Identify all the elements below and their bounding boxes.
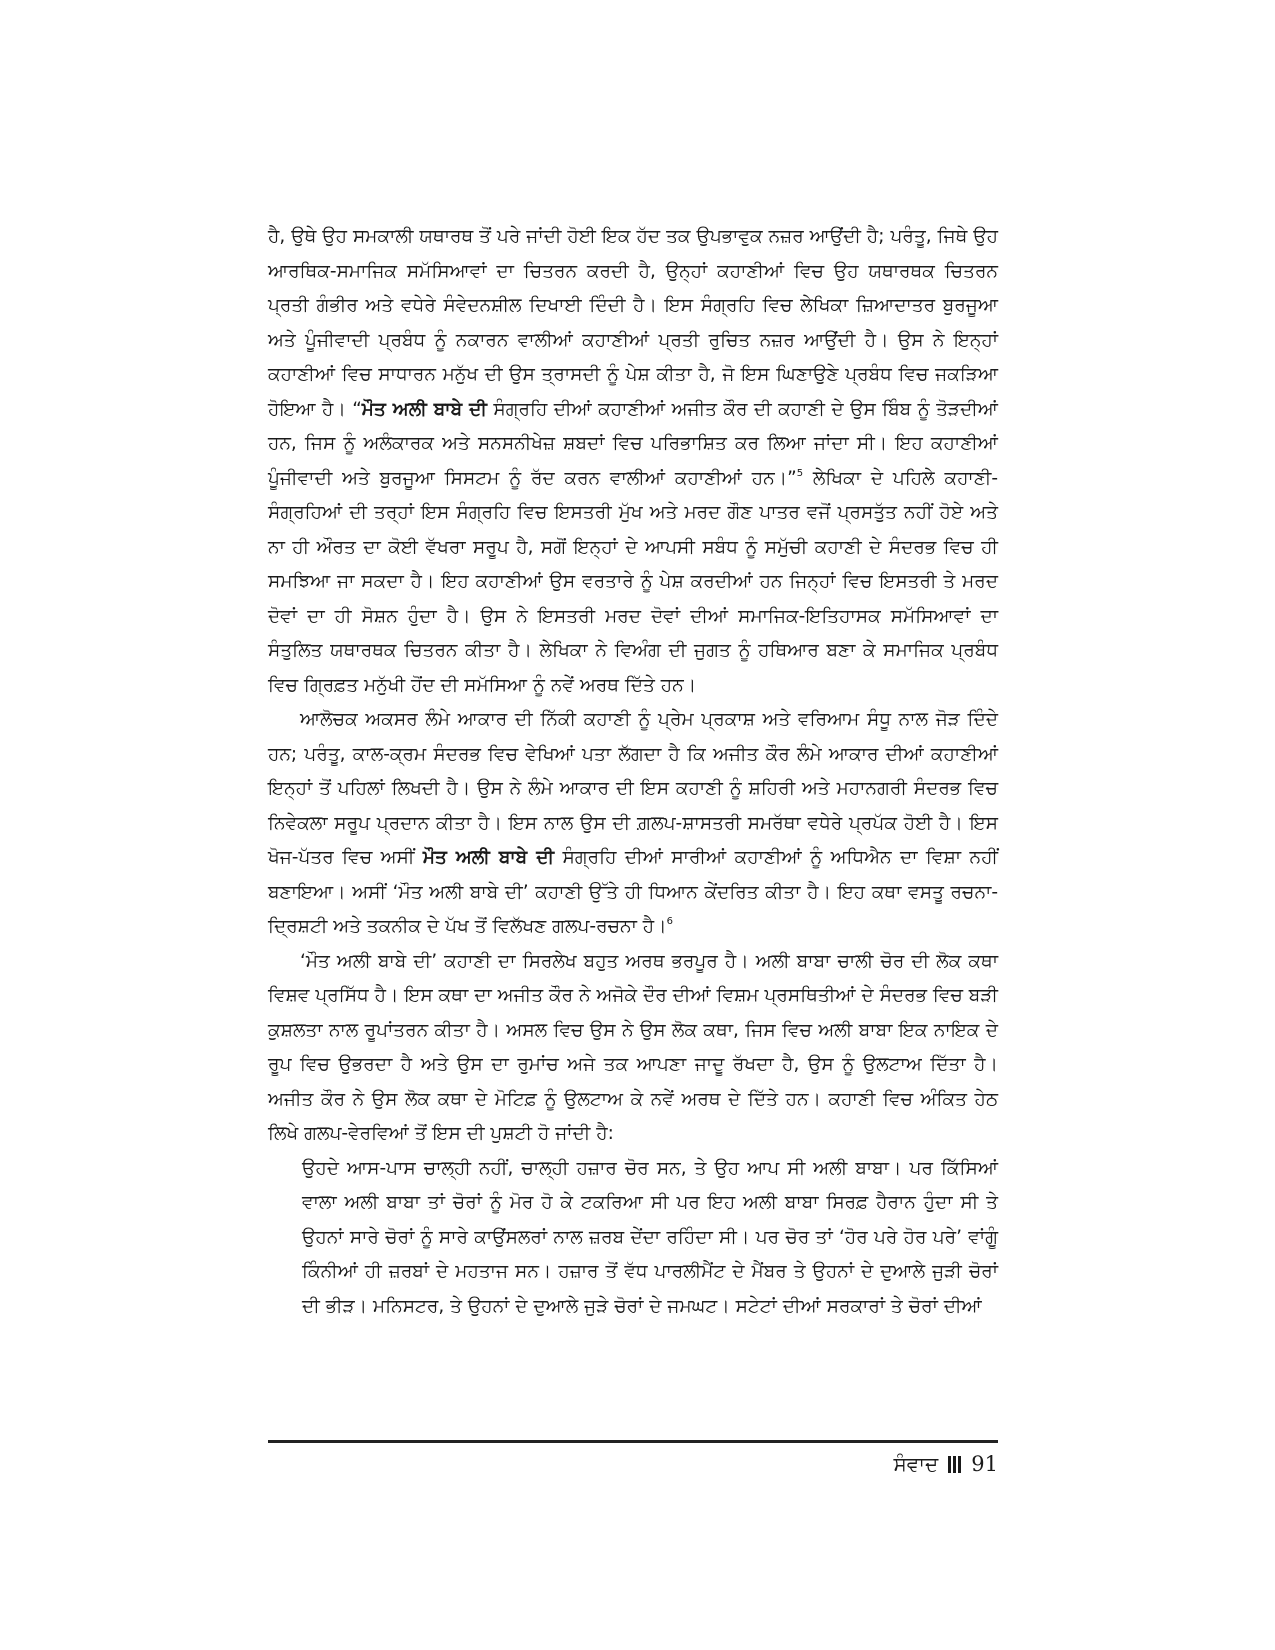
paragraph-3 — [268, 945, 998, 1152]
text-run: ‘ਮੌਤ ਅਲੀ ਬਾਬੇ ਦੀ’ ਕਹਾਣੀ ਦਾ ਸਿਰਲੇਖ ਬਹੁਤ ਅਰਥ ਭਰਪੂਰ ਹੈ। ਅਲੀ ਬਾਬਾ ਚਾਲੀ ਚੋਰ ਦੀ ਲੋਕ ਕਥਾ ਵਿਸ਼ਵ ਪ੍ਰਸਿੱਧ ਹੈ। ਇਸ ਕਥਾ ਦਾ ਅਜੀਤ ਕੌਰ ਨੇ ਅਜੋਕੇ ਦੌਰ ਦੀਆਂ ਵਿਸ਼ਮ ਪ੍ਰਸਥਿਤੀਆਂ ਦੇ ਸੰਦਰਭ ਵਿਚ ਬੜੀ ਕੁਸ਼ਲਤਾ ਨਾਲ ਰੂਪਾਂਤਰਨ ਕੀਤਾ ਹੈ। ਅਸਲ ਵਿਚ ਉਸ ਨੇ ਉਸ ਲੋਕ ਕਥਾ, ਜਿਸ ਵਿਚ ਅਲੀ ਬਾਬਾ ਇਕ ਨਾਇਕ ਦੇ ਰੂਪ ਵਿਚ ਉਭਰਦਾ ਹੈ ਅਤੇ ਉਸ ਦਾ ਰੁਮਾਂਚ ਅਜੇ ਤਕ ਆਪਣਾ ਜਾਦੂ ਰੱਖਦਾ ਹੈ, ਉਸ ਨੂੰ ਉਲਟਾਅ ਦਿੱਤਾ ਹੈ। ਅਜੀਤ ਕੌਰ ਨੇ ਉਸ ਲੋਕ ਕਥਾ ਦੇ ਮੋਟਿਫ਼ ਨੂੰ ਉਲਟਾਅ ਕੇ ਨਵੇਂ ਅਰਥ ਦੇ ਦਿੱਤੇ ਹਨ। ਕਹਾਣੀ ਵਿਚ ਅੰਕਿਤ ਹੇਠ ਲਿਖੇ ਗਲਪ-ਵੇਰਵਿਆਂ ਤੋਂ ਇਸ ਦੀ ਪੁਸ਼ਟੀ ਹੋ ਜਾਂਦੀ ਹੈ: — [268, 950, 998, 1144]
footnote-marker: 6 — [666, 916, 673, 927]
text-run: ਹੈ, ਉਥੇ ਉਹ ਸਮਕਾਲੀ ਯਥਾਰਥ ਤੋਂ ਪਰੇ ਜਾਂਦੀ ਹੋਈ ਇਕ ਹੱਦ ਤਕ ਉਪਭਾਵੁਕ ਨਜ਼ਰ ਆਉਂਦੀ ਹੈ; ਪਰੰਤੂ, ਜਿਥੇ ਉਹ ਆਰਥਿਕ-ਸਮਾਜਿਕ ਸਮੱਸਿਆਵਾਂ ਦਾ ਚਿਤਰਨ ਕਰਦੀ ਹੈ, ਉਨ੍ਹਾਂ ਕਹਾਣੀਆਂ ਵਿਚ ਉਹ ਯਥਾਰਥਕ ਚਿਤਰਨ ਪ੍ਰਤੀ ਗੰਭੀਰ ਅਤੇ ਵਧੇਰੇ ਸੰਵੇਦਨਸ਼ੀਲ ਦਿਖਾਈ ਦਿੰਦੀ ਹੈ। ਇਸ ਸੰਗ੍ਰਹਿ ਵਿਚ ਲੇਖਿਕਾ ਜ਼ਿਆਦਾਤਰ ਬੁਰਜੂਆ ਅਤੇ ਪੂੰਜੀਵਾਦੀ ਪ੍ਰਬੰਧ ਨੂੰ ਨਕਾਰਨ ਵਾਲੀਆਂ ਕਹਾਣੀਆਂ ਪ੍ਰਤੀ ਰੁਚਿਤ ਨਜ਼ਰ ਆਉਂਦੀ ਹੈ। ਉਸ ਨੇ ਇਨ੍ਹਾਂ ਕਹਾਣੀਆਂ ਵਿਚ ਸਾਧਾਰਨ ਮਨੁੱਖ ਦੀ ਉਸ ਤ੍ਰਾਸਦੀ ਨੂੰ ਪੇਸ਼ ਕੀਤਾ ਹੈ, ਜੋ ਇਸ ਘਿਣਾਉਣੇ ਪ੍ਰਬੰਧ ਵਿਚ ਜਕੜਿਆ ਹੋਇਆ ਹੈ। “ — [268, 226, 998, 420]
text-run: ਉਹਦੇ ਆਸ-ਪਾਸ ਚਾਲ੍ਹੀ ਨਹੀਂ, ਚਾਲ੍ਹੀ ਹਜ਼ਾਰ ਚੋਰ ਸਨ, ਤੇ ਉਹ ਆਪ ਸੀ ਅਲੀ ਬਾਬਾ। ਪਰ ਕਿੱਸਿਆਂ ਵਾਲਾ ਅਲੀ ਬਾਬਾ ਤਾਂ ਚੋਰਾਂ ਨੂੰ ਮੋਰ ਹੋ ਕੇ ਟਕਰਿਆ ਸੀ ਪਰ ਇਹ ਅਲੀ ਬਾਬਾ ਸਿਰਫ਼ ਹੈਰਾਨ ਹੁੰਦਾ ਸੀ ਤੇ ਉਹਨਾਂ ਸਾਰੇ ਚੋਰਾਂ ਨੂੰ ਸਾਰੇ ਕਾਉਂਸਲਰਾਂ ਨਾਲ ਜ਼ਰਬ ਦੇਂਦਾ ਰਹਿੰਦਾ ਸੀ। ਪਰ ਚੋਰ ਤਾਂ ‘ਹੋਰ ਪਰੇ ਹੋਰ ਪਰੇ’ ਵਾਂਗੂੰ ਕਿੰਨੀਆਂ ਹੀ ਜ਼ਰਬਾਂ ਦੇ ਮਹਤਾਜ ਸਨ। ਹਜ਼ਾਰ ਤੋਂ ਵੱਧ ਪਾਰਲੀਮੈਂਟ ਦੇ ਮੈਂਬਰ ਤੇ ਉਹਨਾਂ ਦੇ ਦੁਆਲੇ ਜੁੜੀ ਚੋਰਾਂ ਦੀ ਭੀੜ। ਮਨਿਸਟਰ, ਤੇ ਉਹਨਾਂ ਦੇ ਦੁਆਲੇ ਜੁੜੇ ਚੋਰਾਂ ਦੇ ਜਮਘਟ। ਸਟੇਟਾਂ ਦੀਆਂ ਸਰਕਾਰਾਂ ਤੇ ਚੋਰਾਂ ਦੀਆਂ — [302, 1157, 998, 1317]
footer-rule — [268, 1440, 998, 1443]
block-quote — [302, 1152, 998, 1325]
paragraph-2 — [268, 703, 998, 945]
book-title: ਮੌਤ ਅਲੀ ਬਾਬੇ ਦੀ — [361, 398, 487, 420]
footnote-marker: 5 — [796, 467, 804, 479]
page-body — [268, 220, 998, 1324]
book-title: ਮੌਤ ਅਲੀ ਬਾਬੇ ਦੀ — [422, 847, 555, 868]
journal-name: ਸੰਵਾਦ — [893, 1452, 939, 1476]
paragraph-1 — [268, 220, 998, 703]
text-run: ਆਲੋਚਕ ਅਕਸਰ ਲੰਮੇ ਆਕਾਰ ਦੀ ਨਿੱਕੀ ਕਹਾਣੀ ਨੂੰ ਪ੍ਰੇਮ ਪ੍ਰਕਾਸ਼ ਅਤੇ ਵਰਿਆਮ ਸੰਧੂ ਨਾਲ ਜੋੜ ਦਿੰਦੇ ਹਨ; ਪਰੰਤੂ, ਕਾਲ-ਕ੍ਰਮ ਸੰਦਰਭ ਵਿਚ ਵੇਖਿਆਂ ਪਤਾ ਲੱਗਦਾ ਹੈ ਕਿ ਅਜੀਤ ਕੌਰ ਲੰਮੇ ਆਕਾਰ ਦੀਆਂ ਕਹਾਣੀਆਂ ਇਨ੍ਹਾਂ ਤੋਂ ਪਹਿਲਾਂ ਲਿਖਦੀ ਹੈ। ਉਸ ਨੇ ਲੰਮੇ ਆਕਾਰ ਦੀ ਇਸ ਕਹਾਣੀ ਨੂੰ ਸ਼ਹਿਰੀ ਅਤੇ ਮਹਾਨਗਰੀ ਸੰਦਰਭ ਵਿਚ ਨਿਵੇਕਲਾ ਸਰੂਪ ਪ੍ਰਦਾਨ ਕੀਤਾ ਹੈ। ਇਸ ਨਾਲ ਉਸ ਦੀ ਗ਼ਲਪ-ਸ਼ਾਸਤਰੀ ਸਮਰੱਥਾ ਵਧੇਰੇ ਪ੍ਰਪੱਕ ਹੋਈ ਹੈ। ਇਸ ਖੋਜ-ਪੱਤਰ ਵਿਚ ਅਸੀਂ — [268, 709, 998, 868]
text-run: ਲੇਖਿਕਾ ਦੇ ਪਹਿਲੇ ਕਹਾਣੀ-ਸੰਗ੍ਰਹਿਆਂ ਦੀ ਤਰ੍ਹਾਂ ਇਸ ਸੰਗ੍ਰਹਿ ਵਿਚ ਇਸਤਰੀ ਮੁੱਖ ਅਤੇ ਮਰਦ ਗੌਣ ਪਾਤਰ ਵਜੋਂ ਪ੍ਰਸਤੁੱਤ ਨਹੀਂ ਹੋਏ ਅਤੇ ਨਾ ਹੀ ਔਰਤ ਦਾ ਕੋਈ ਵੱਖਰਾ ਸਰੂਪ ਹੈ, ਸਗੋਂ ਇਨ੍ਹਾਂ ਦੇ ਆਪਸੀ ਸਬੰਧ ਨੂੰ ਸਮੁੱਚੀ ਕਹਾਣੀ ਦੇ ਸੰਦਰਭ ਵਿਚ ਹੀ ਸਮਝਿਆ ਜਾ ਸਕਦਾ ਹੈ। ਇਹ ਕਹਾਣੀਆਂ ਉਸ ਵਰਤਾਰੇ ਨੂੰ ਪੇਸ਼ ਕਰਦੀਆਂ ਹਨ ਜਿਨ੍ਹਾਂ ਵਿਚ ਇਸਤਰੀ ਤੇ ਮਰਦ ਦੋਵਾਂ ਦਾ ਹੀ ਸੋਸ਼ਨ ਹੁੰਦਾ ਹੈ। ਉਸ ਨੇ ਇਸਤਰੀ ਮਰਦ ਦੋਵਾਂ ਦੀਆਂ ਸਮਾਜਿਕ-ਇਤਿਹਾਸਕ ਸਮੱਸਿਆਵਾਂ ਦਾ ਸੰਤੁਲਿਤ ਯਥਾਰਥਕ ਚਿਤਰਨ ਕੀਤਾ ਹੈ। ਲੇਖਿਕਾ ਨੇ ਵਿਅੰਗ ਦੀ ਜੁਗਤ ਨੂੰ ਹਥਿਆਰ ਬਣਾ ਕੇ ਸਮਾਜਿਕ ਪ੍ਰਬੰਧ ਵਿਚ ਗ੍ਰਿਫ਼ਤ ਮਨੁੱਖੀ ਹੋਂਦ ਦੀ ਸਮੱਸਿਆ ਨੂੰ ਨਵੇਂ ਅਰਥ ਦਿੱਤੇ ਹਨ। — [268, 467, 999, 696]
page-footer — [893, 1452, 998, 1476]
text-run: ਸੰਗ੍ਰਹਿ ਦੀਆਂ ਸਾਰੀਆਂ ਕਹਾਣੀਆਂ ਨੂੰ ਅਧਿਐਨ ਦਾ ਵਿਸ਼ਾ ਨਹੀਂ ਬਣਾਇਆ। ਅਸੀਂ ‘ਮੌਤ ਅਲੀ ਬਾਬੇ ਦੀ’ ਕਹਾਣੀ ਉੱਤੇ ਹੀ ਧਿਆਨ ਕੇਂਦਰਿਤ ਕੀਤਾ ਹੈ। ਇਹ ਕਥਾ ਵਸਤੂ ਰਚਨਾ-ਦ੍ਰਿਸ਼ਟੀ ਅਤੇ ਤਕਨੀਕ ਦੇ ਪੱਖ ਤੋਂ ਵਿਲੱਖਣ ਗਲਪ-ਰਚਨਾ ਹੈ। — [268, 847, 999, 937]
text-run: ਸੰਗ੍ਰਹਿ ਦੀਆਂ ਕਹਾਣੀਆਂ ਅਜੀਤ ਕੌਰ ਦੀ ਕਹਾਣੀ ਦੇ ਉਸ ਬਿੰਬ ਨੂੰ ਤੋੜਦੀਆਂ ਹਨ, ਜਿਸ ਨੂੰ ਅਲੰਕਾਰਕ ਅਤੇ ਸਨਸਨੀਖੇਜ਼ ਸ਼ਬਦਾਂ ਵਿਚ ਪਰਿਭਾਸ਼ਿਤ ਕਰ ਲਿਆ ਜਾਂਦਾ ਸੀ। ਇਹ ਕਹਾਣੀਆਂ ਪੂੰਜੀਵਾਦੀ ਅਤੇ ਬੁਰਜੂਆ ਸਿਸਟਮ ਨੂੰ ਰੱਦ ਕਰਨ ਵਾਲੀਆਂ ਕਹਾਣੀਆਂ ਹਨ।” — [268, 398, 998, 489]
page-number: 91 — [971, 1452, 998, 1476]
separator-bars-icon — [948, 1456, 961, 1473]
